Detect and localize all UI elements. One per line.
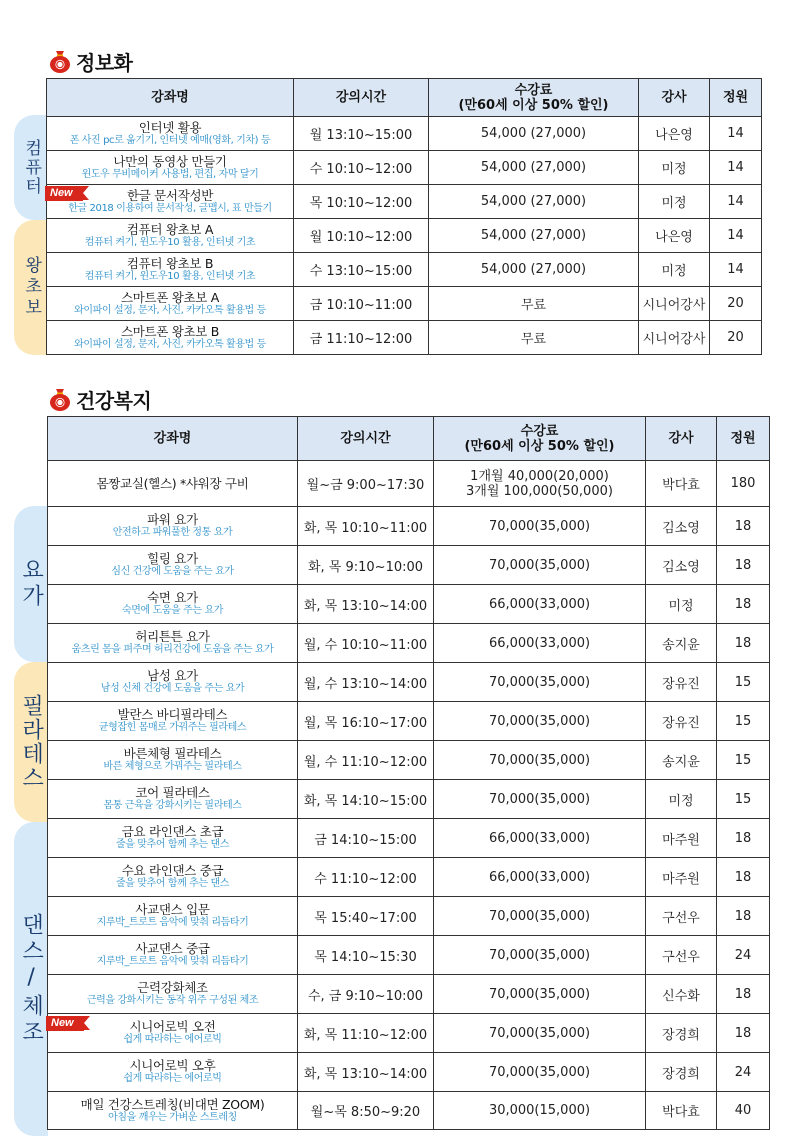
course-cell: 스마트폰 왕초보 A 와이파이 설정, 문자, 사진, 카카오톡 활용법 등 (47, 287, 294, 321)
info-course-table (46, 78, 762, 355)
fee-cell: 54,000 (27,000) (429, 185, 639, 219)
course-cell: 힐링 요가 심신 건강에 도움을 주는 요가 (48, 546, 298, 585)
fee-cell: 무료 (429, 287, 639, 321)
capacity-cell: 18 (717, 624, 770, 663)
course-cell: 근력강화체조 근력을 강화시키는 동작 위주 구성된 체조 (48, 975, 298, 1014)
time-cell: 월 10:10~12:00 (294, 219, 429, 253)
course-cell: 수요 라인댄스 중급 줄을 맞추어 함께 추는 댄스 (48, 858, 298, 897)
table-header-row (47, 79, 762, 117)
time-cell: 화, 목 11:10~12:00 (298, 1014, 434, 1053)
section-title-health (47, 386, 151, 412)
instructor-cell: 미정 (639, 253, 710, 287)
fee-cell: 70,000(35,000) (434, 897, 646, 936)
instructor-cell: 마주원 (646, 858, 717, 897)
header-capacity: 정원 (717, 417, 770, 461)
time-cell: 수 11:10~12:00 (298, 858, 434, 897)
category-computer (14, 115, 47, 220)
instructor-cell: 장유진 (646, 702, 717, 741)
course-cell: 사교댄스 입문 지루박_트로트 음악에 맞춰 리듬타기 (48, 897, 298, 936)
fee-cell: 무료 (429, 321, 639, 355)
table-row (47, 117, 762, 151)
table-row (47, 151, 762, 185)
fee-cell: 70,000(35,000) (434, 780, 646, 819)
capacity-cell: 14 (710, 117, 762, 151)
instructor-cell: 구선우 (646, 897, 717, 936)
time-cell: 화, 목 13:10~14:00 (298, 585, 434, 624)
time-cell: 수, 금 9:10~10:00 (298, 975, 434, 1014)
table-row (47, 253, 762, 287)
fee-cell: 66,000(33,000) (434, 585, 646, 624)
time-cell: 월~금 9:00~17:30 (298, 461, 434, 507)
course-cell: 금요 라인댄스 초급 줄을 맞추어 함께 추는 댄스 (48, 819, 298, 858)
category-pilates (14, 662, 48, 822)
instructor-cell: 신수화 (646, 975, 717, 1014)
course-cell: 한글 문서작성반 한글 2018 이용하여 문서작성, 글맵시, 표 만들기 (47, 185, 294, 219)
capacity-cell: 180 (717, 461, 770, 507)
money-bag-icon (47, 48, 73, 74)
fee-cell: 70,000(35,000) (434, 663, 646, 702)
fee-cell: 66,000(33,000) (434, 858, 646, 897)
time-cell: 월 13:10~15:00 (294, 117, 429, 151)
table-row (48, 1014, 770, 1053)
table-row (47, 287, 762, 321)
course-cell: 매일 건강스트레칭(비대면 ZOOM) 아침을 깨우는 가벼운 스트레칭 (48, 1092, 298, 1130)
capacity-cell: 18 (717, 1014, 770, 1053)
fee-cell: 70,000(35,000) (434, 1014, 646, 1053)
course-cell: 바른체형 필라테스 바른 체형으로 가꿔주는 필라테스 (48, 741, 298, 780)
header-time: 강의시간 (294, 79, 429, 117)
time-cell: 월, 수 10:10~11:00 (298, 624, 434, 663)
course-cell: 몸짱교실(헬스) *샤워장 구비 (48, 461, 298, 507)
table-row (48, 507, 770, 546)
section-title-text: 정보화 (76, 50, 133, 75)
table-row (48, 936, 770, 975)
section-title-text: 건강복지 (76, 388, 152, 413)
instructor-cell: 박다효 (646, 461, 717, 507)
capacity-cell: 18 (717, 858, 770, 897)
course-cell: 파워 요가 안전하고 파워풀한 정통 요가 (48, 507, 298, 546)
table-row (47, 321, 762, 355)
instructor-cell: 장경희 (646, 1014, 717, 1053)
instructor-cell: 박다효 (646, 1092, 717, 1130)
health-course-table (47, 416, 770, 1130)
table-row (48, 461, 770, 507)
header-course-name: 강좌명 (48, 417, 298, 461)
course-cell: 컴퓨터 왕초보 B 컴퓨터 켜기, 윈도우10 활용, 인터넷 기초 (47, 253, 294, 287)
instructor-cell: 시니어강사 (639, 287, 710, 321)
table-row (48, 780, 770, 819)
time-cell: 월, 목 16:10~17:00 (298, 702, 434, 741)
time-cell: 금 10:10~11:00 (294, 287, 429, 321)
course-cell: 사교댄스 중급 지루박_트로트 음악에 맞춰 리듬타기 (48, 936, 298, 975)
time-cell: 화, 목 13:10~14:00 (298, 1053, 434, 1092)
instructor-cell: 나은영 (639, 219, 710, 253)
fee-cell: 30,000(15,000) (434, 1092, 646, 1130)
capacity-cell: 14 (710, 253, 762, 287)
instructor-cell: 장경희 (646, 1053, 717, 1092)
instructor-cell: 마주원 (646, 819, 717, 858)
course-cell: 숙면 요가 숙면에 도움을 주는 요가 (48, 585, 298, 624)
course-cell: 스마트폰 왕초보 B 와이파이 설정, 문자, 사진, 카카오톡 활용법 등 (47, 321, 294, 355)
time-cell: 금 11:10~12:00 (294, 321, 429, 355)
capacity-cell: 24 (717, 936, 770, 975)
instructor-cell: 미정 (646, 780, 717, 819)
category-dance-label: 댄스/체조 (18, 912, 44, 1046)
fee-cell: 70,000(35,000) (434, 507, 646, 546)
course-cell: 시니어로빅 오후 쉽게 따라하는 에어로빅 (48, 1053, 298, 1092)
time-cell: 월, 수 13:10~14:00 (298, 663, 434, 702)
fee-cell: 66,000(33,000) (434, 819, 646, 858)
header-course-name: 강좌명 (47, 79, 294, 117)
capacity-cell: 15 (717, 702, 770, 741)
new-badge: New (45, 186, 83, 201)
time-cell: 수 13:10~15:00 (294, 253, 429, 287)
table-row (48, 897, 770, 936)
header-fee: 수강료 (만60세 이상 50% 할인) (429, 79, 639, 117)
category-yoga-label: 요가 (18, 558, 44, 610)
instructor-cell: 김소영 (646, 546, 717, 585)
category-beginner-label: 왕초보 (21, 256, 42, 319)
time-cell: 화, 목 10:10~11:00 (298, 507, 434, 546)
capacity-cell: 15 (717, 663, 770, 702)
course-cell: 컴퓨터 왕초보 A 컴퓨터 켜기, 윈도우10 활용, 인터넷 기초 (47, 219, 294, 253)
capacity-cell: 15 (717, 780, 770, 819)
fee-cell: 70,000(35,000) (434, 975, 646, 1014)
capacity-cell: 18 (717, 819, 770, 858)
capacity-cell: 40 (717, 1092, 770, 1130)
table-row (48, 819, 770, 858)
fee-cell: 54,000 (27,000) (429, 117, 639, 151)
course-cell: 발란스 바디필라테스 균형잡힌 몸매로 가꿔주는 필라테스 (48, 702, 298, 741)
capacity-cell: 20 (710, 287, 762, 321)
capacity-cell: 18 (717, 546, 770, 585)
instructor-cell: 시니어강사 (639, 321, 710, 355)
capacity-cell: 14 (710, 151, 762, 185)
instructor-cell: 김소영 (646, 507, 717, 546)
fee-cell: 54,000 (27,000) (429, 151, 639, 185)
time-cell: 화, 목 14:10~15:00 (298, 780, 434, 819)
table-row (47, 185, 762, 219)
instructor-cell: 구선우 (646, 936, 717, 975)
section-title-info (47, 48, 132, 74)
table-row (48, 741, 770, 780)
course-cell: 시니어로빅 오전 쉽게 따라하는 에어로빅 (48, 1014, 298, 1053)
fee-cell: 1개월 40,000(20,000) 3개월 100,000(50,000) (434, 461, 646, 507)
capacity-cell: 15 (717, 741, 770, 780)
money-bag-icon (47, 386, 73, 412)
instructor-cell: 송지윤 (646, 624, 717, 663)
time-cell: 목 15:40~17:00 (298, 897, 434, 936)
table-row (48, 858, 770, 897)
capacity-cell: 18 (717, 585, 770, 624)
course-cell: 코어 필라테스 몸통 근육을 강화시키는 필라테스 (48, 780, 298, 819)
table-row (48, 975, 770, 1014)
course-cell: 남성 요가 남성 신체 건강에 도움을 주는 요가 (48, 663, 298, 702)
table-row (48, 663, 770, 702)
table-row (48, 702, 770, 741)
capacity-cell: 20 (710, 321, 762, 355)
table-row (48, 1053, 770, 1092)
time-cell: 금 14:10~15:00 (298, 819, 434, 858)
table-row (48, 1092, 770, 1130)
instructor-cell: 미정 (646, 585, 717, 624)
course-cell: 인터넷 활용 폰 사진 pc로 옮기기, 인터넷 예매(영화, 기차) 등 (47, 117, 294, 151)
table-row (48, 585, 770, 624)
time-cell: 월~목 8:50~9:20 (298, 1092, 434, 1130)
course-cell: 나만의 동영상 만들기 윈도우 무비메이커 사용법, 편집, 자막 달기 (47, 151, 294, 185)
header-fee: 수강료 (만60세 이상 50% 할인) (434, 417, 646, 461)
category-pilates-label: 필라테스 (18, 694, 44, 790)
header-instructor: 강사 (646, 417, 717, 461)
capacity-cell: 18 (717, 507, 770, 546)
category-computer-label: 컴퓨터 (21, 139, 42, 196)
fee-cell: 70,000(35,000) (434, 936, 646, 975)
time-cell: 화, 목 9:10~10:00 (298, 546, 434, 585)
course-cell: 허리튼튼 요가 움츠린 몸을 펴주며 허리건강에 도움을 주는 요가 (48, 624, 298, 663)
time-cell: 월, 수 11:10~12:00 (298, 741, 434, 780)
instructor-cell: 송지윤 (646, 741, 717, 780)
instructor-cell: 장유진 (646, 663, 717, 702)
new-badge: New (46, 1016, 84, 1031)
capacity-cell: 18 (717, 975, 770, 1014)
header-instructor: 강사 (639, 79, 710, 117)
instructor-cell: 미정 (639, 185, 710, 219)
capacity-cell: 18 (717, 897, 770, 936)
category-beginner (14, 220, 47, 355)
fee-cell: 70,000(35,000) (434, 741, 646, 780)
header-capacity: 정원 (710, 79, 762, 117)
category-dance (14, 822, 48, 1136)
capacity-cell: 24 (717, 1053, 770, 1092)
table-header-row (48, 417, 770, 461)
instructor-cell: 미정 (639, 151, 710, 185)
fee-cell: 54,000 (27,000) (429, 253, 639, 287)
category-yoga (14, 506, 48, 662)
fee-cell: 70,000(35,000) (434, 546, 646, 585)
capacity-cell: 14 (710, 219, 762, 253)
instructor-cell: 나은영 (639, 117, 710, 151)
time-cell: 수 10:10~12:00 (294, 151, 429, 185)
time-cell: 목 10:10~12:00 (294, 185, 429, 219)
table-row (48, 624, 770, 663)
table-row (48, 546, 770, 585)
time-cell: 목 14:10~15:30 (298, 936, 434, 975)
fee-cell: 54,000 (27,000) (429, 219, 639, 253)
fee-cell: 70,000(35,000) (434, 1053, 646, 1092)
header-time: 강의시간 (298, 417, 434, 461)
capacity-cell: 14 (710, 185, 762, 219)
table-row (47, 219, 762, 253)
fee-cell: 66,000(33,000) (434, 624, 646, 663)
fee-cell: 70,000(35,000) (434, 702, 646, 741)
